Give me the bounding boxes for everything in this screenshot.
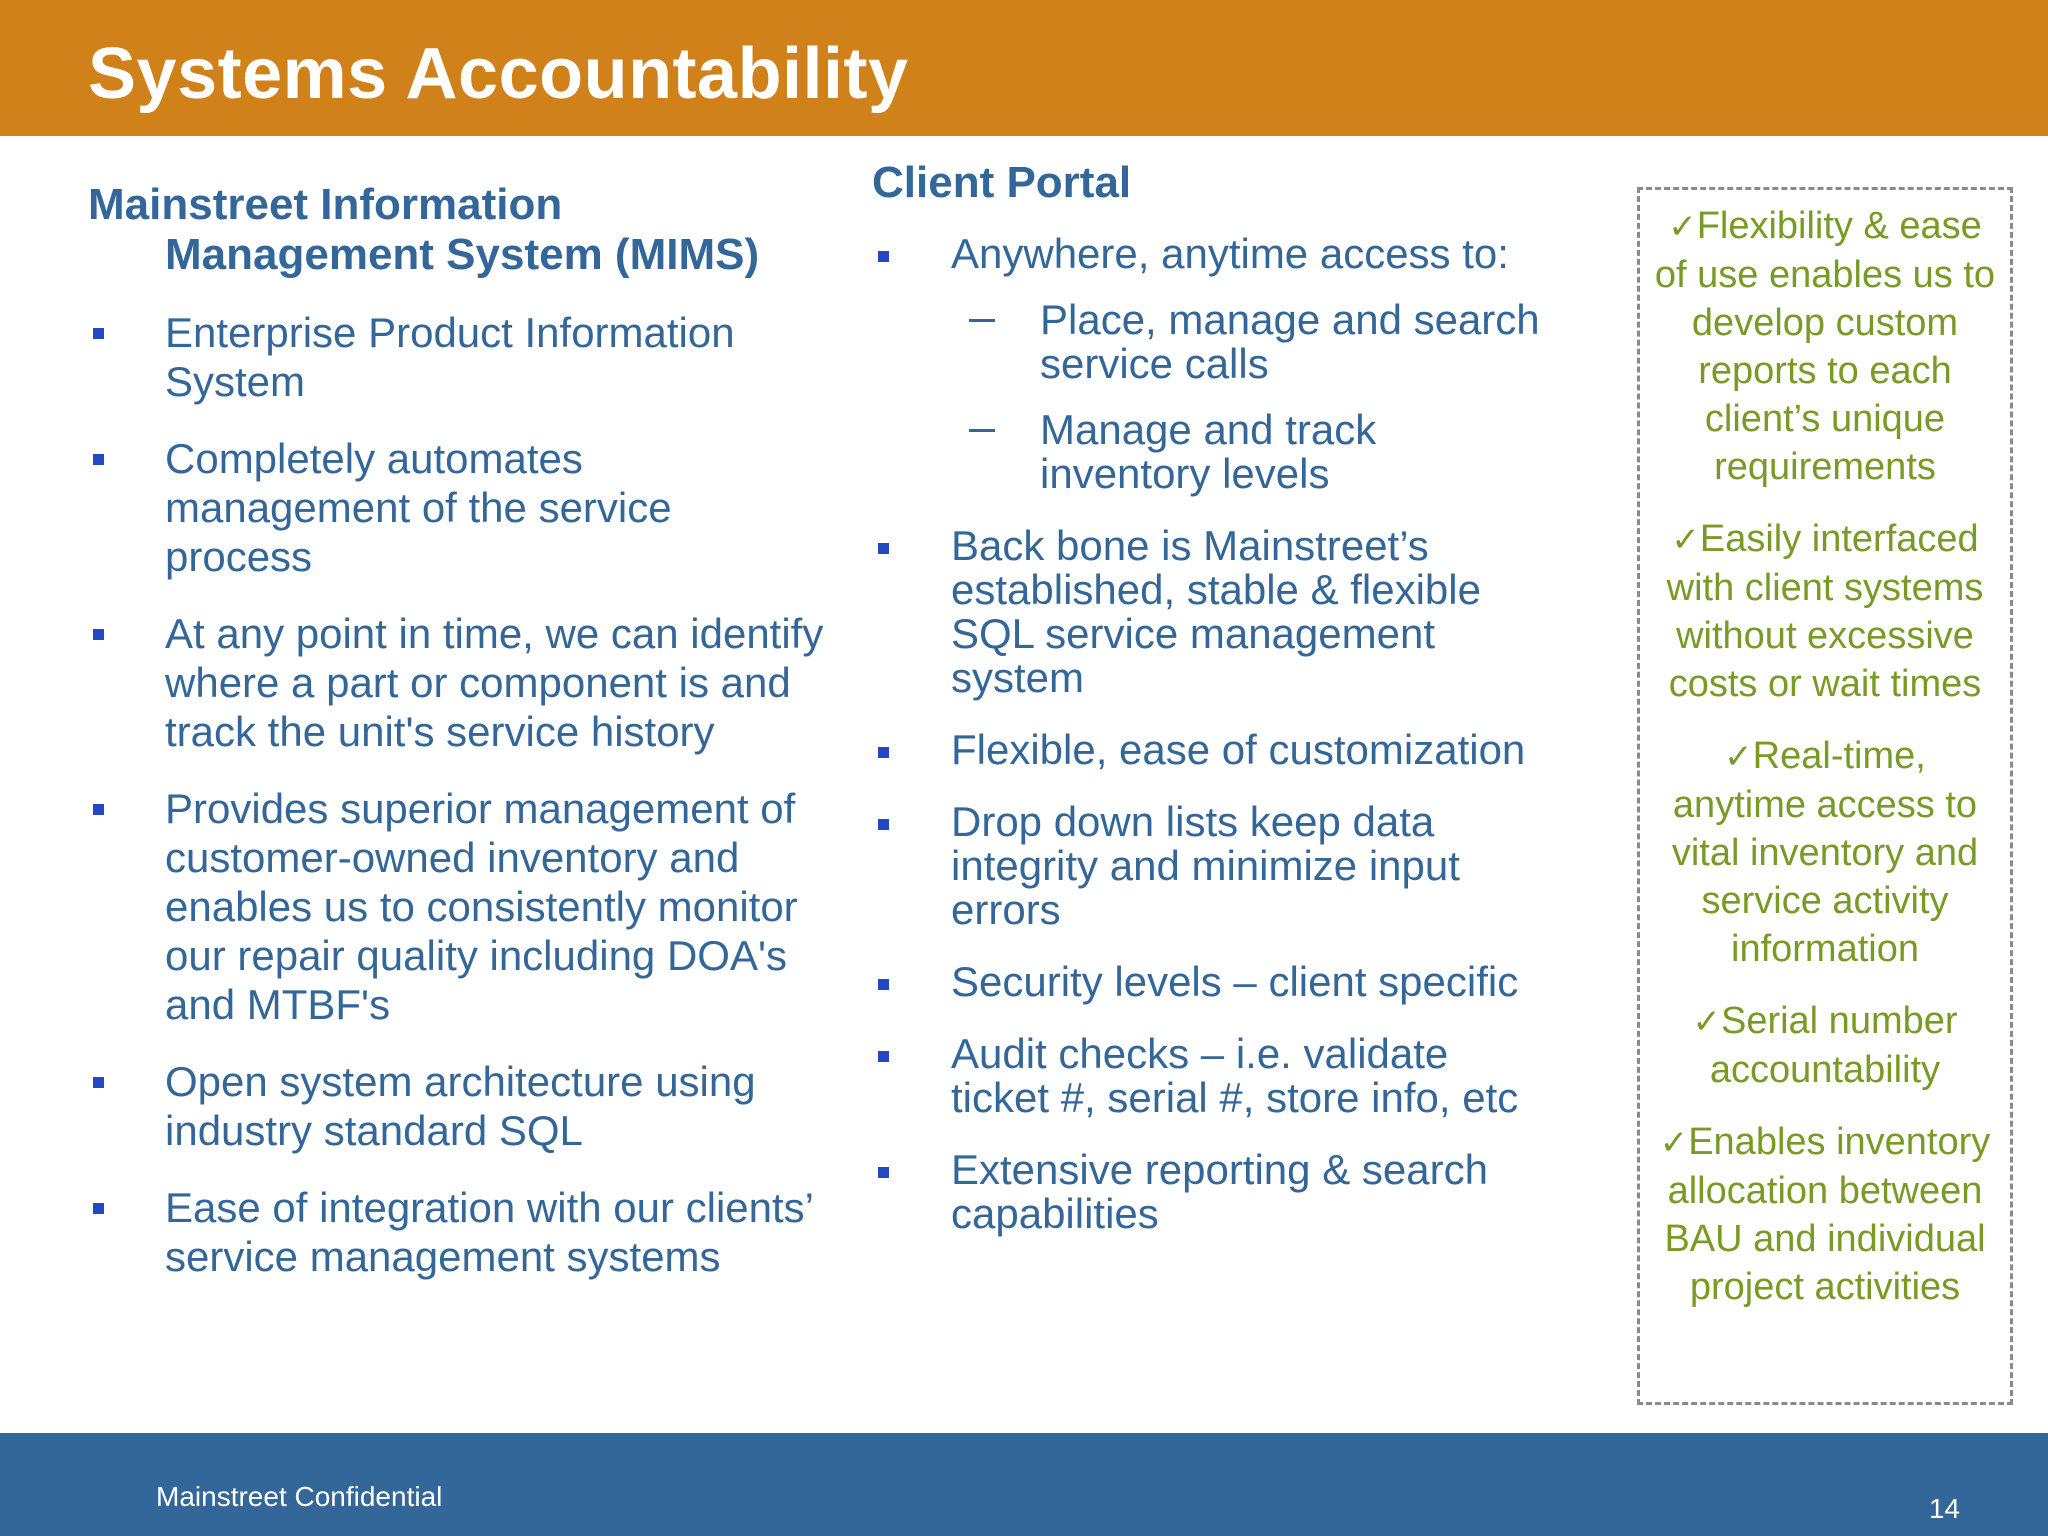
mims-item-text: Provides superior management of customer-owned inventory and enables us to consistently monitor our repair quality including DOA's and MTBF's — [165, 785, 798, 1028]
square-bullet-icon — [93, 629, 104, 640]
square-bullet-icon — [93, 328, 104, 339]
mims-item — [88, 609, 828, 756]
portal-item-text: Flexible, ease of customization — [951, 726, 1526, 773]
client-portal-column — [872, 158, 1552, 1264]
square-bullet-icon — [93, 1077, 104, 1088]
square-bullet-icon — [878, 819, 889, 830]
portal-item — [872, 800, 1552, 932]
square-bullet-icon — [878, 543, 889, 554]
footer-bar — [0, 1433, 2048, 1536]
confidential-label: Mainstreet Confidential — [156, 1481, 443, 1512]
mims-list — [88, 308, 828, 1281]
portal-item — [872, 524, 1552, 700]
client-portal-heading: Client Portal — [872, 158, 1132, 207]
check-icon: ✓ — [1659, 1124, 1689, 1162]
sub-item — [951, 408, 1552, 496]
callout-item — [1654, 515, 1996, 708]
mims-heading: Mainstreet Information Management System (MIMS) — [88, 180, 760, 279]
portal-item-text: Extensive reporting & search capabilities — [951, 1146, 1488, 1237]
square-bullet-icon — [878, 747, 889, 758]
callout-item — [1654, 1118, 1996, 1311]
check-icon: ✓ — [1692, 1003, 1721, 1041]
check-icon: ✓ — [1724, 738, 1753, 776]
portal-item — [872, 1032, 1552, 1120]
mims-item — [88, 308, 828, 406]
portal-item — [872, 232, 1552, 496]
square-bullet-icon — [93, 804, 104, 815]
callout-item-text: Serial number accountability — [1709, 1000, 1958, 1091]
square-bullet-icon — [93, 454, 104, 465]
sub-item-text: Place, manage and search service calls — [1040, 296, 1540, 387]
portal-item-text: Anywhere, anytime access to: — [951, 230, 1509, 277]
sub-item-text: Manage and track inventory levels — [1040, 406, 1377, 497]
check-icon: ✓ — [1668, 208, 1697, 246]
mims-item-text: Ease of integration with our clients’ service management systems — [165, 1184, 813, 1280]
access-sublist — [951, 298, 1552, 496]
mims-item — [88, 1183, 828, 1281]
square-bullet-icon — [93, 1203, 104, 1214]
mims-item — [88, 784, 828, 1029]
square-bullet-icon — [878, 251, 889, 262]
portal-item-text: Security levels – client specific — [951, 958, 1519, 1005]
portal-item — [872, 728, 1552, 772]
mims-item — [88, 434, 828, 581]
callout-item — [1654, 202, 1996, 491]
slide-title: Systems Accountability — [88, 34, 909, 114]
mims-item-text: Completely automates management of the service process — [165, 435, 672, 580]
mims-item-text: Open system architecture using industry standard SQL — [165, 1058, 756, 1154]
header-bar — [0, 0, 2048, 136]
portal-item-text: Audit checks – i.e. validate ticket #, serial #, store info, etc — [951, 1030, 1519, 1121]
portal-item-text: Back bone is Mainstreet’s established, stable & flexible SQL service management system — [951, 522, 1481, 701]
square-bullet-icon — [878, 1167, 889, 1178]
check-icon: ✓ — [1671, 521, 1700, 559]
callout-item-text: Real-time, anytime access to vital inventory and service activity information — [1671, 735, 1979, 970]
mims-item-text: At any point in time, we can identify where a part or component is and track the unit's service history — [165, 610, 824, 755]
portal-item-text: Drop down lists keep data integrity and minimize input errors — [951, 798, 1460, 933]
mims-item-text: Enterprise Product Information System — [165, 309, 735, 405]
dash-bullet-icon — [969, 429, 995, 432]
dash-bullet-icon — [969, 319, 995, 322]
sub-item — [951, 298, 1552, 386]
callout-item-text: Flexibility & ease of use enables us to develop custom reports to each client’s unique requirements — [1654, 205, 1996, 488]
mims-item — [88, 1057, 828, 1155]
page-number: 14 — [1928, 1493, 1960, 1524]
mims-column — [88, 180, 828, 1309]
square-bullet-icon — [878, 1051, 889, 1062]
portal-item — [872, 960, 1552, 1004]
callout-item — [1654, 732, 1996, 973]
callout-item-text: Easily interfaced with client systems without excessive costs or wait times — [1666, 518, 1984, 705]
portal-item — [872, 1148, 1552, 1236]
client-portal-list — [872, 232, 1552, 1236]
benefits-callout — [1637, 187, 2013, 1405]
square-bullet-icon — [878, 979, 889, 990]
callout-item — [1654, 997, 1996, 1094]
callout-item-text: Enables inventory allocation between BAU and individual project activities — [1664, 1121, 1991, 1308]
